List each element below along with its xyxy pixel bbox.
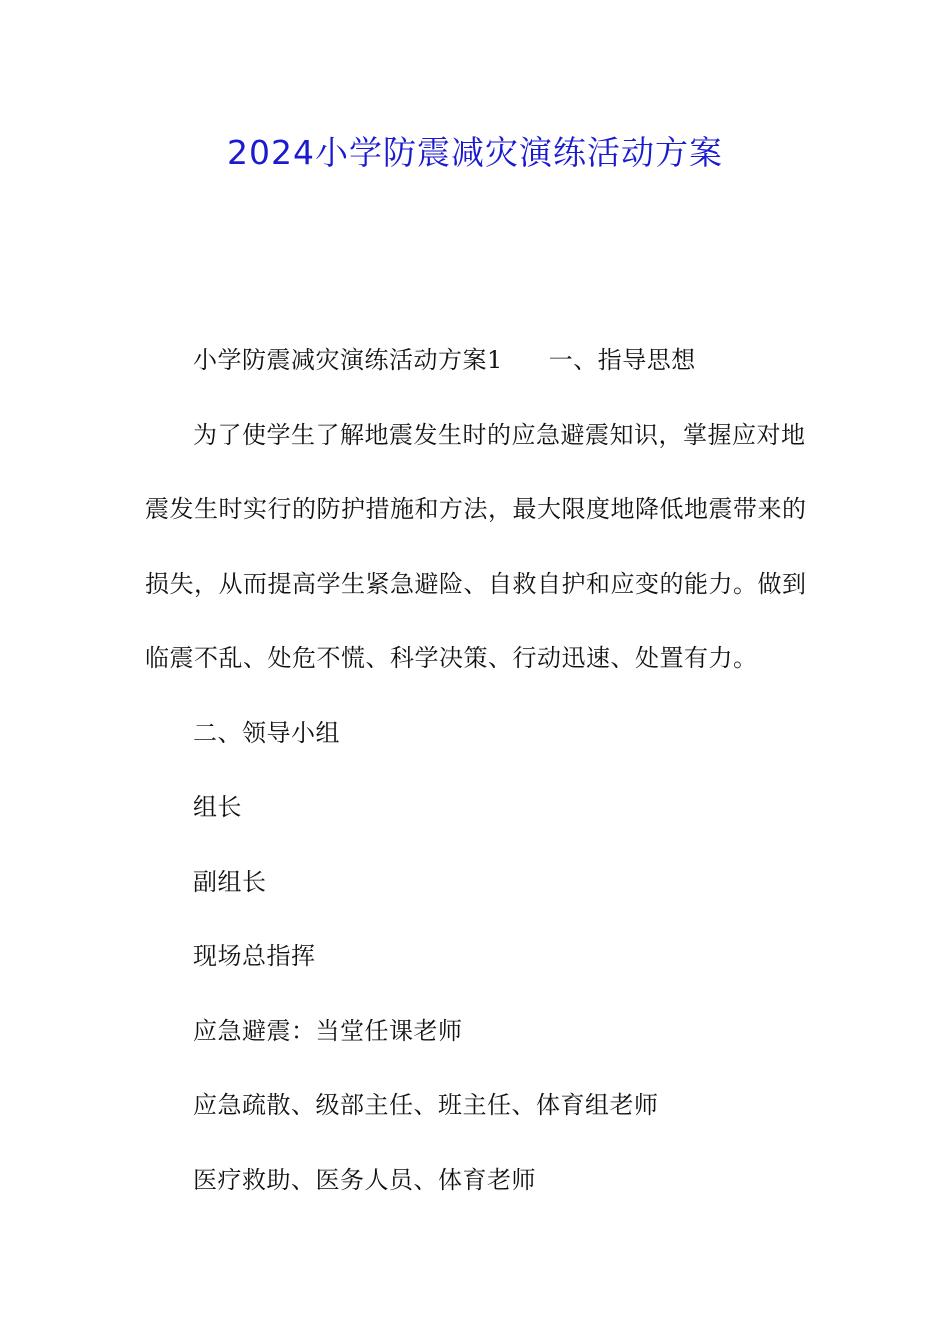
role-item: 医疗救助、医务人员、体育老师 (193, 1166, 536, 1194)
role-item: 应急疏散、级部主任、班主任、体育组老师 (193, 1091, 659, 1119)
role-item: 组长 (193, 793, 242, 821)
paragraph-line: 损失，从而提高学生紧急避险、自救自护和应变的能力。做到 (145, 570, 807, 598)
paragraph-line: 临震不乱、处危不慌、科学决策、行动迅速、处置有力。 (145, 644, 758, 672)
section-heading: 小学防震减灾演练活动方案1 (193, 346, 503, 374)
section-heading-line (193, 343, 696, 377)
role-item: 副组长 (193, 868, 267, 896)
role-item: 应急避震：当堂任课老师 (193, 1017, 463, 1045)
second-point-heading: 二、领导小组 (193, 719, 340, 747)
first-point-heading: 一、指导思想 (548, 346, 696, 374)
role-item: 现场总指挥 (193, 942, 316, 970)
paragraph-line: 为了使学生了解地震发生时的应急避震知识，掌握应对地 (193, 421, 806, 449)
paragraph-line: 震发生时实行的防护措施和方法，最大限度地降低地震带来的 (145, 495, 807, 523)
document-title: 2024小学防震减灾演练活动方案 (227, 133, 723, 172)
